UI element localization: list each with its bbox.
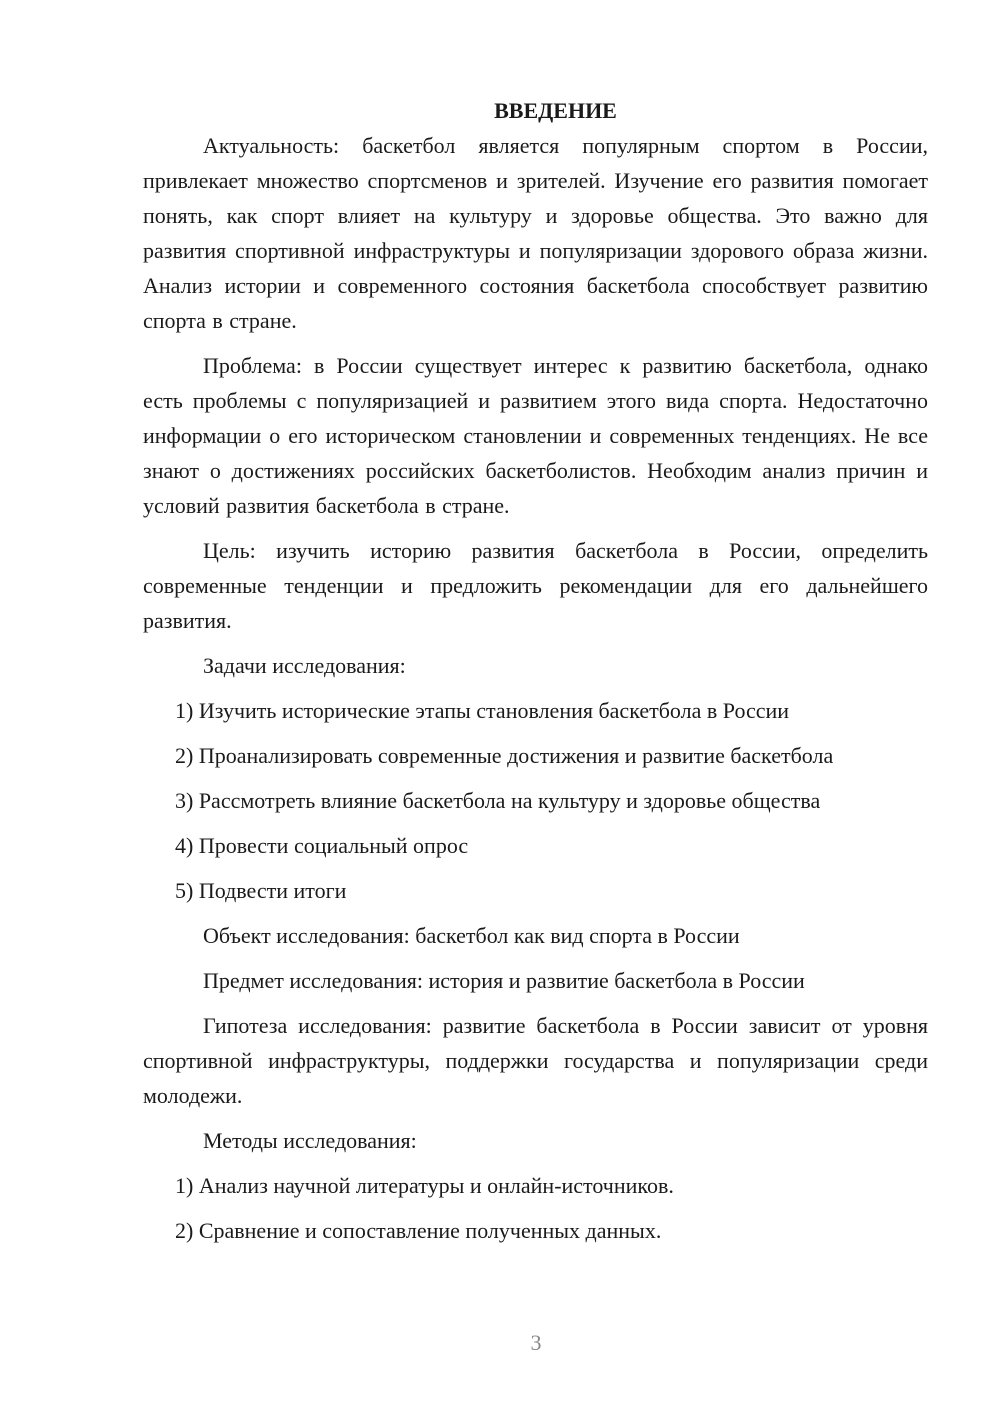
document-page bbox=[143, 93, 928, 1258]
hypothesis-paragraph: Гипотеза исследования: развитие баскетбола в России зависит от уровня спортивной инфраструктуры, поддержки государства и популяризации среди молодежи. bbox=[143, 1013, 928, 1108]
method-item: 2) Сравнение и сопоставление полученных данных. bbox=[175, 1218, 662, 1243]
tasks-heading: Задачи исследования: bbox=[203, 653, 406, 678]
subject-line: Предмет исследования: история и развитие баскетбола в России bbox=[203, 968, 805, 993]
problem-paragraph: Проблема: в России существует интерес к развитию баскетбола, однако есть проблемы с популяризацией и развитием этого вида спорта. Недостаточно информации о его историческом становлении и современных тенденциях. Не все знают о достижениях российских баскетболистов. Необходим анализ причин и условий развития баскетбола в стране. bbox=[143, 353, 928, 518]
goal-paragraph: Цель: изучить историю развития баскетбола в России, определить современные тенденции и предложить рекомендации для его дальнейшего развития. bbox=[143, 538, 928, 633]
task-item: 5) Подвести итоги bbox=[175, 878, 347, 903]
relevance-paragraph: Актуальность: баскетбол является популярным спортом в России, привлекает множество спортсменов и зрителей. Изучение его развития помогает понять, как спорт влияет на культуру и здоровье общества. Это важно для развития спортивной инфраструктуры и популяризации здорового образа жизни. Анализ истории и современного состояния баскетбола способствует развитию спорта в стране. bbox=[143, 133, 928, 333]
task-item: 1) Изучить исторические этапы становления баскетбола в России bbox=[175, 698, 790, 723]
page-title: ВВЕДЕНИЕ bbox=[494, 98, 617, 123]
method-item: 1) Анализ научной литературы и онлайн-источников. bbox=[175, 1173, 674, 1198]
task-item: 2) Проанализировать современные достижения и развитие баскетбола bbox=[175, 743, 834, 768]
task-item: 3) Рассмотреть влияние баскетбола на культуру и здоровье общества bbox=[175, 788, 821, 813]
methods-heading: Методы исследования: bbox=[203, 1128, 417, 1153]
task-item: 4) Провести социальный опрос bbox=[175, 833, 469, 858]
object-line: Объект исследования: баскетбол как вид спорта в России bbox=[203, 923, 740, 948]
page-number: 3 bbox=[530, 1330, 542, 1355]
